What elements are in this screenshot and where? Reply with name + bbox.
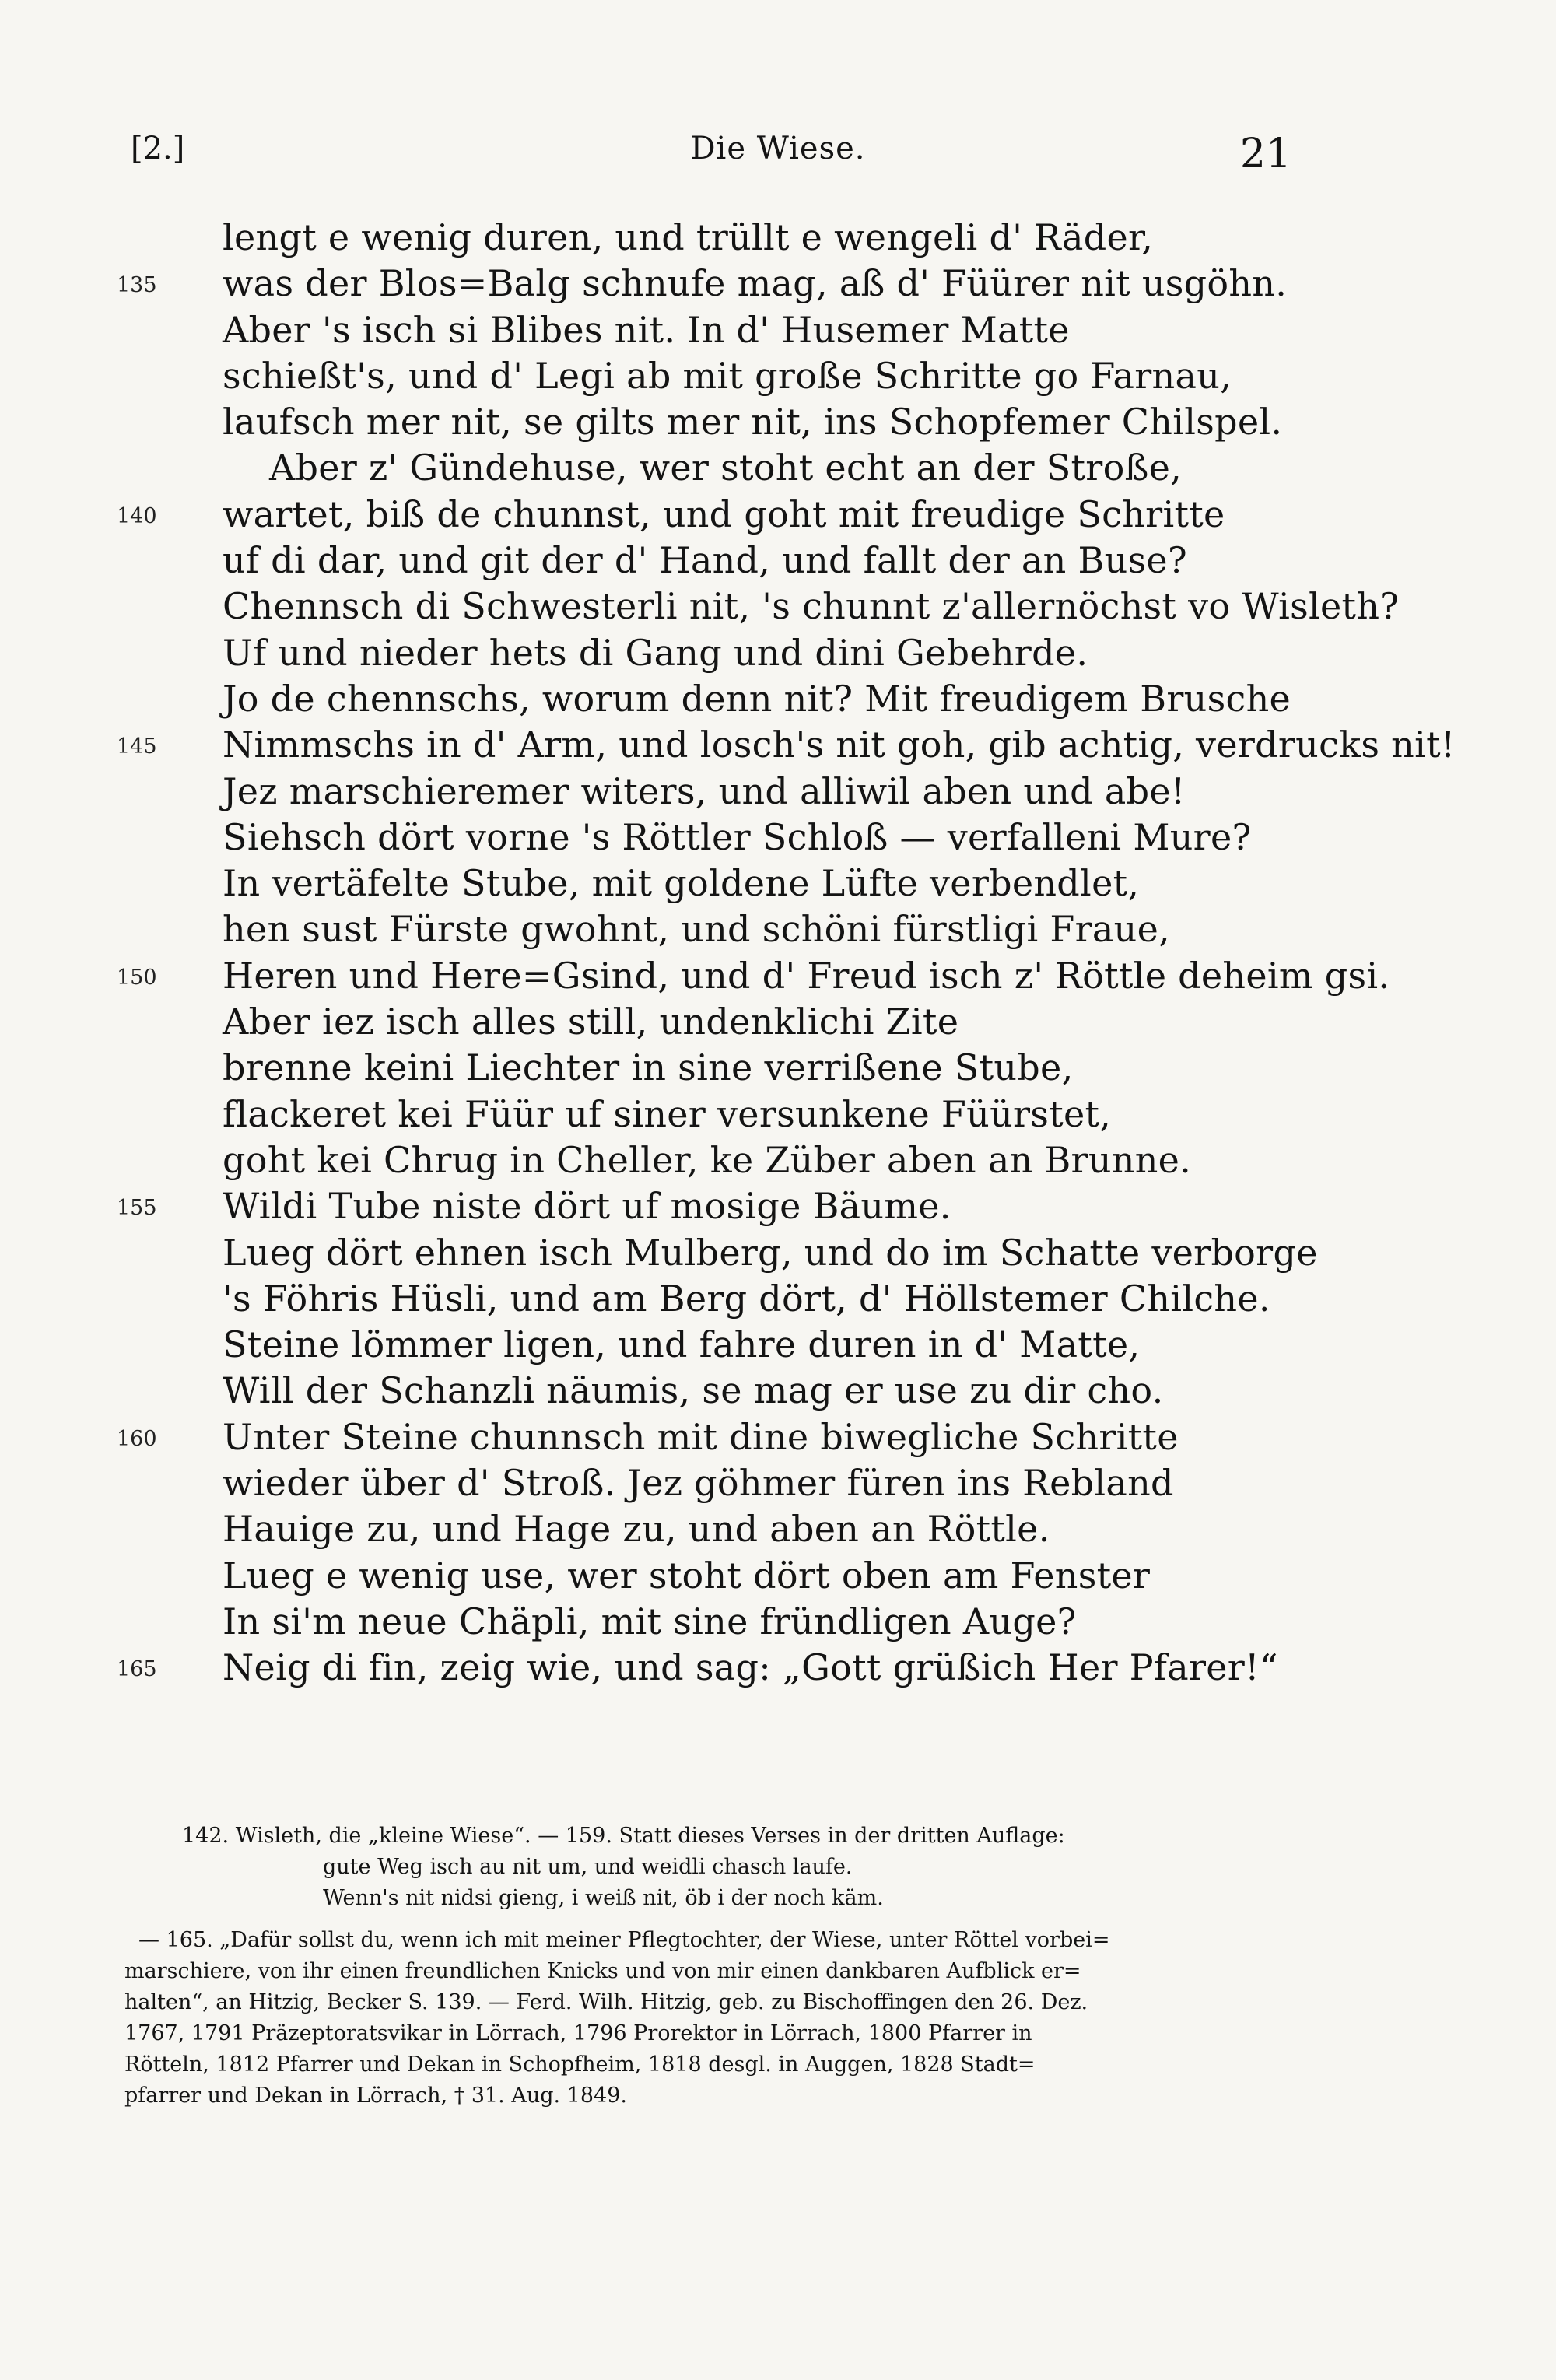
verse-line [117, 1555, 1439, 1600]
verse-text: uf di dar, und git der d' Hand, und fallt der an Buse? [223, 539, 1187, 582]
page-number: 21 [1239, 131, 1291, 177]
verse-line [117, 1093, 1439, 1139]
verse-line [117, 1185, 1439, 1231]
verse-text: Heren und Here=Gsind, und d' Freud isch z' Röttle deheim gsi. [223, 954, 1390, 997]
line-number: 160 [117, 1426, 157, 1451]
verse-line [117, 1232, 1439, 1278]
verse-text: wartet, biß de chunnst, und goht mit freudige Schritte [223, 492, 1225, 535]
footnote-165 [124, 1925, 1311, 2112]
verse-line [117, 1369, 1439, 1415]
verse-text: Steine lömmer ligen, und fahre duren in d' Matte, [223, 1323, 1141, 1366]
verse-line [117, 401, 1439, 447]
footnote-line: halten“, an Hitzig, Becker S. 139. — Ferd. Wilh. Hitzig, geb. zu Bischoffingen den 26. Dez. [124, 1990, 1088, 2014]
verse-text: Siehsch dört vorne 's Röttler Schloß — verfalleni Mure? [223, 815, 1252, 858]
verse-line [117, 632, 1439, 678]
verse-text: Will der Schanzli näumis, se mag er use zu dir cho. [223, 1369, 1164, 1412]
verse-text: In si'm neue Chäpli, mit sine fründligen Auge? [223, 1600, 1077, 1642]
verse-line [117, 493, 1439, 539]
section-marker: [2.] [131, 131, 185, 166]
verse-text: brenne keini Liechter in sine verrißene Stube, [223, 1046, 1074, 1089]
verse-text: schießt's, und d' Legi ab mit große Schritte go Farnau, [223, 354, 1232, 397]
footnote-line: marschiere, von ihr einen freundlichen Knicks und von mir einen dankbaren Aufblick er= [124, 1959, 1081, 1983]
verse-line [117, 585, 1439, 631]
verse-text: Aber iez isch alles still, undenklichi Zite [223, 1001, 959, 1043]
verse-text: Wildi Tube niste dört uf mosige Bäume. [223, 1185, 951, 1228]
verse-text: hen sust Fürste gwohnt, und schöni fürstligi Fraue, [223, 908, 1171, 951]
verse-line [117, 1416, 1439, 1462]
verse-line [117, 908, 1439, 954]
verse-text: wieder über d' Stroß. Jez göhmer füren ins Rebland [223, 1462, 1174, 1505]
footnote-quote-line: gute Weg isch au nit um, und weidli chasch laufe. [323, 1855, 853, 1879]
verse-text: Aber 's isch si Blibes nit. In d' Husemer Matte [223, 308, 1070, 351]
verse-text: Neig di fin, zeig wie, und sag: „Gott grüßich Her Pfarer!“ [223, 1646, 1278, 1689]
verse-line [117, 862, 1439, 908]
footnote-line: Rötteln, 1812 Pfarrer und Dekan in Schopfheim, 1818 desgl. in Auggen, 1828 Stadt= [124, 2052, 1036, 2077]
verse-text: lengt e wenig duren, und trüllt e wengeli d' Räder, [223, 216, 1154, 258]
verse-line [117, 724, 1456, 769]
footnote-line: pfarrer und Dekan in Lörrach, † 31. Aug. 1849. [124, 2084, 627, 2108]
verse-text: Lueg e wenig use, wer stoht dört oben am Fenster [223, 1554, 1151, 1597]
verse-line [117, 955, 1439, 1001]
verse-text: Nimmschs in d' Arm, und losch's nit goh, gib achtig, verdrucks nit! [223, 724, 1456, 766]
verse-line [117, 309, 1439, 355]
footnote-quote-line: Wenn's nit nidsi gieng, i weiß nit, öb i der noch käm. [323, 1886, 884, 1910]
verse-line [117, 1046, 1439, 1092]
verse-line [117, 447, 1439, 492]
verse-line [117, 1508, 1439, 1554]
verse-text: was der Blos=Balg schnufe mag, aß d' Füürer nit usgöhn. [223, 262, 1288, 305]
line-number: 150 [117, 965, 157, 990]
verse-text: 's Föhris Hüsli, und am Berg dört, d' Höllstemer Chilche. [223, 1277, 1270, 1320]
verse-line [117, 539, 1439, 585]
footnote-line: — 165. „Dafür sollst du, wenn ich mit meiner Pflegtochter, der Wiese, unter Röttel vorbei= [138, 1928, 1110, 1952]
line-number: 145 [117, 734, 157, 759]
verse-line [117, 1462, 1439, 1508]
verse-line [117, 678, 1439, 724]
verse-line [117, 1646, 1439, 1692]
footnotes [124, 1821, 1311, 2112]
verse-text: Lueg dört ehnen isch Mulberg, und do im Schatte verborge [223, 1231, 1318, 1274]
verse-text: Chennsch di Schwesterli nit, 's chunnt z'allernöchst vo Wisleth? [223, 585, 1400, 628]
poem-verse-block [117, 216, 1456, 1693]
verse-line [117, 262, 1439, 308]
running-header [0, 131, 1556, 193]
line-number: 155 [117, 1196, 157, 1221]
running-title: Die Wiese. [690, 131, 866, 166]
verse-line [117, 1323, 1439, 1369]
verse-line [117, 1139, 1439, 1185]
verse-line [117, 1278, 1439, 1323]
verse-line [117, 816, 1439, 862]
verse-line [117, 1001, 1439, 1046]
verse-text: Uf und nieder hets di Gang und dini Gebehrde. [223, 631, 1088, 674]
footnote-line: 1767, 1791 Präzeptoratsvikar in Lörrach, 1796 Prorektor in Lörrach, 1800 Pfarrer in [124, 2021, 1032, 2045]
verse-text: Aber z' Gündehuse, wer stoht echt an der Stroße, [269, 447, 1183, 489]
verse-text: laufsch mer nit, se gilts mer nit, ins Schopfemer Chilspel. [223, 401, 1283, 443]
verse-line [117, 216, 1439, 262]
verse-text: flackeret kei Füür uf siner versunkene Füürstet, [223, 1092, 1112, 1135]
verse-text: Unter Steine chunnsch mit dine biwegliche Schritte [223, 1415, 1179, 1458]
verse-line [117, 1600, 1439, 1646]
line-number: 135 [117, 273, 157, 298]
verse-line [117, 355, 1439, 401]
verse-text: Jo de chennschs, worum denn nit? Mit freudigem Brusche [223, 677, 1291, 720]
line-number: 140 [117, 503, 157, 528]
verse-text: goht kei Chrug in Cheller, ke Züber aben an Brunne. [223, 1138, 1192, 1181]
verse-text: In vertäfelte Stube, mit goldene Lüfte verbendlet, [223, 862, 1140, 905]
line-number: 165 [117, 1657, 157, 1682]
verse-text: Jez marschieremer witers, und alliwil aben und abe! [223, 769, 1186, 812]
verse-line [117, 770, 1439, 816]
footnote-142-159: 142. Wisleth, die „kleine Wiese“. — 159. Statt dieses Verses in der dritten Auflage: [182, 1824, 1065, 1848]
verse-text: Hauige zu, und Hage zu, und aben an Röttle. [223, 1508, 1050, 1551]
